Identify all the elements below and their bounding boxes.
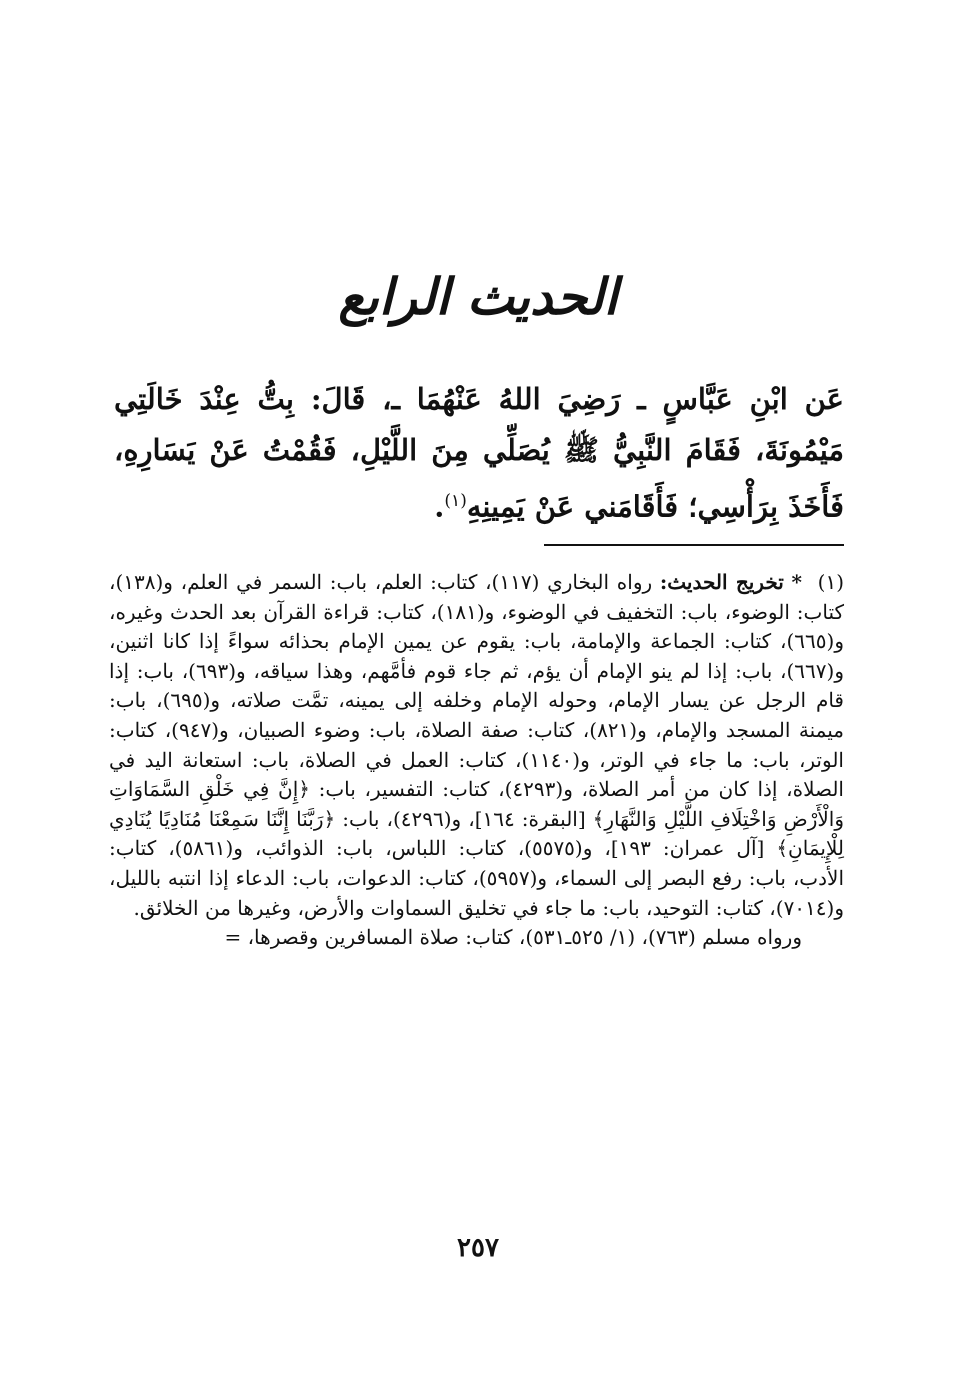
page-number: ٢٥٧ xyxy=(457,1233,499,1263)
footnote-marker: (١) xyxy=(817,570,844,594)
footnote-block xyxy=(109,568,844,953)
footnote-heading: تخريج الحديث: xyxy=(659,570,784,594)
hadith-text-block xyxy=(114,374,844,533)
hadith-end-mark: . xyxy=(434,489,445,524)
footnote-reference[interactable]: (١) xyxy=(444,491,467,511)
footnote-star: * xyxy=(791,570,802,594)
chapter-title: الحديث الرابع xyxy=(338,267,618,326)
footnote-divider xyxy=(544,544,844,546)
footnote-continuation: ورواه مسلم (٧٦٣)، (١/ ٥٢٥ـ٥٣١)، كتاب: صلاة المسافرين وقصرها، = xyxy=(224,925,802,950)
footnote-body: رواه البخاري (١١٧)، كتاب: العلم، باب: السمر في العلم، و(١٣٨)، كتاب: الوضوء، باب: التخفيف في الوضوء، و(١٨١)، كتاب: قراءة القرآن بعد الحدث وغيره، و(٦٦٥)، كتاب: الجماعة والإمامة، باب: يقوم عن يمين الإمام بحذائه سواءً إذا كانا اثنين، و(٦٦٧)، باب: إذا لم ينو الإمام أن يؤم، ثم جاء قوم فأمَّهم، وهذا سياقه، و(٦٩٣)، باب: إذا قام الرجل عن يسار الإمام، وحوله الإمام وخلفه إلى يمينه، تمَّت صلاته، و(٦٩٥)، باب: ميمنة المسجد والإمام، و(٨٢١)، كتاب: صفة الصلاة، باب: وضوء الصبيان، و(٩٤٧)، كتاب: الوتر، باب: ما جاء في الوتر، و(١١٤٠)، كتاب: العمل في الصلاة، باب: استعانة اليد في الصلاة، إذا كان من أمر الصلاة، و(٤٢٩٣)، كتاب: التفسير، باب: ﴿إِنَّ فِي خَلْقِ السَّمَاوَاتِ وَالْأَرْضِ وَاخْتِلَافِ اللَّيْلِ وَالنَّهَارِ﴾ [البقرة: ١٦٤]، و(٤٢٩٦)، باب: ﴿رَبَّنَا إِنَّنَا سَمِعْنَا مُنَادِيًا يُنَادِي لِلْإِيمَانِ﴾ [آل عمران: ١٩٣]، و(٥٥٧٥)، كتاب: اللباس، باب: الذوائب، و(٥٨٦١)، كتاب: الأدب، باب: رفع البصر إلى السماء، و(٥٩٥٧)، كتاب: الدعوات، باب: الدعاء إذا انتبه بالليل، و(٧٠١٤)، كتاب: التوحيد، باب: ما جاء في تخليق السماوات والأرض، وغيرها من الخلائق. xyxy=(109,570,845,920)
hadith-text: عَن ابْنِ عَبَّاسٍ ـ رَضِيَ اللهُ عَنْهُمَا ـ، قَالَ: بِتُّ عِنْدَ خَالَتِي مَيْمُونَةَ، فَقَامَ النَّبِيُّ ﷺ يُصَلِّي مِنَ اللَّيْلِ، فَقُمْتُ عَنْ يَسَارِهِ، فَأَخَذَ بِرَأْسِي؛ فَأَقَامَني عَنْ يَمِينِهِ xyxy=(114,382,844,524)
